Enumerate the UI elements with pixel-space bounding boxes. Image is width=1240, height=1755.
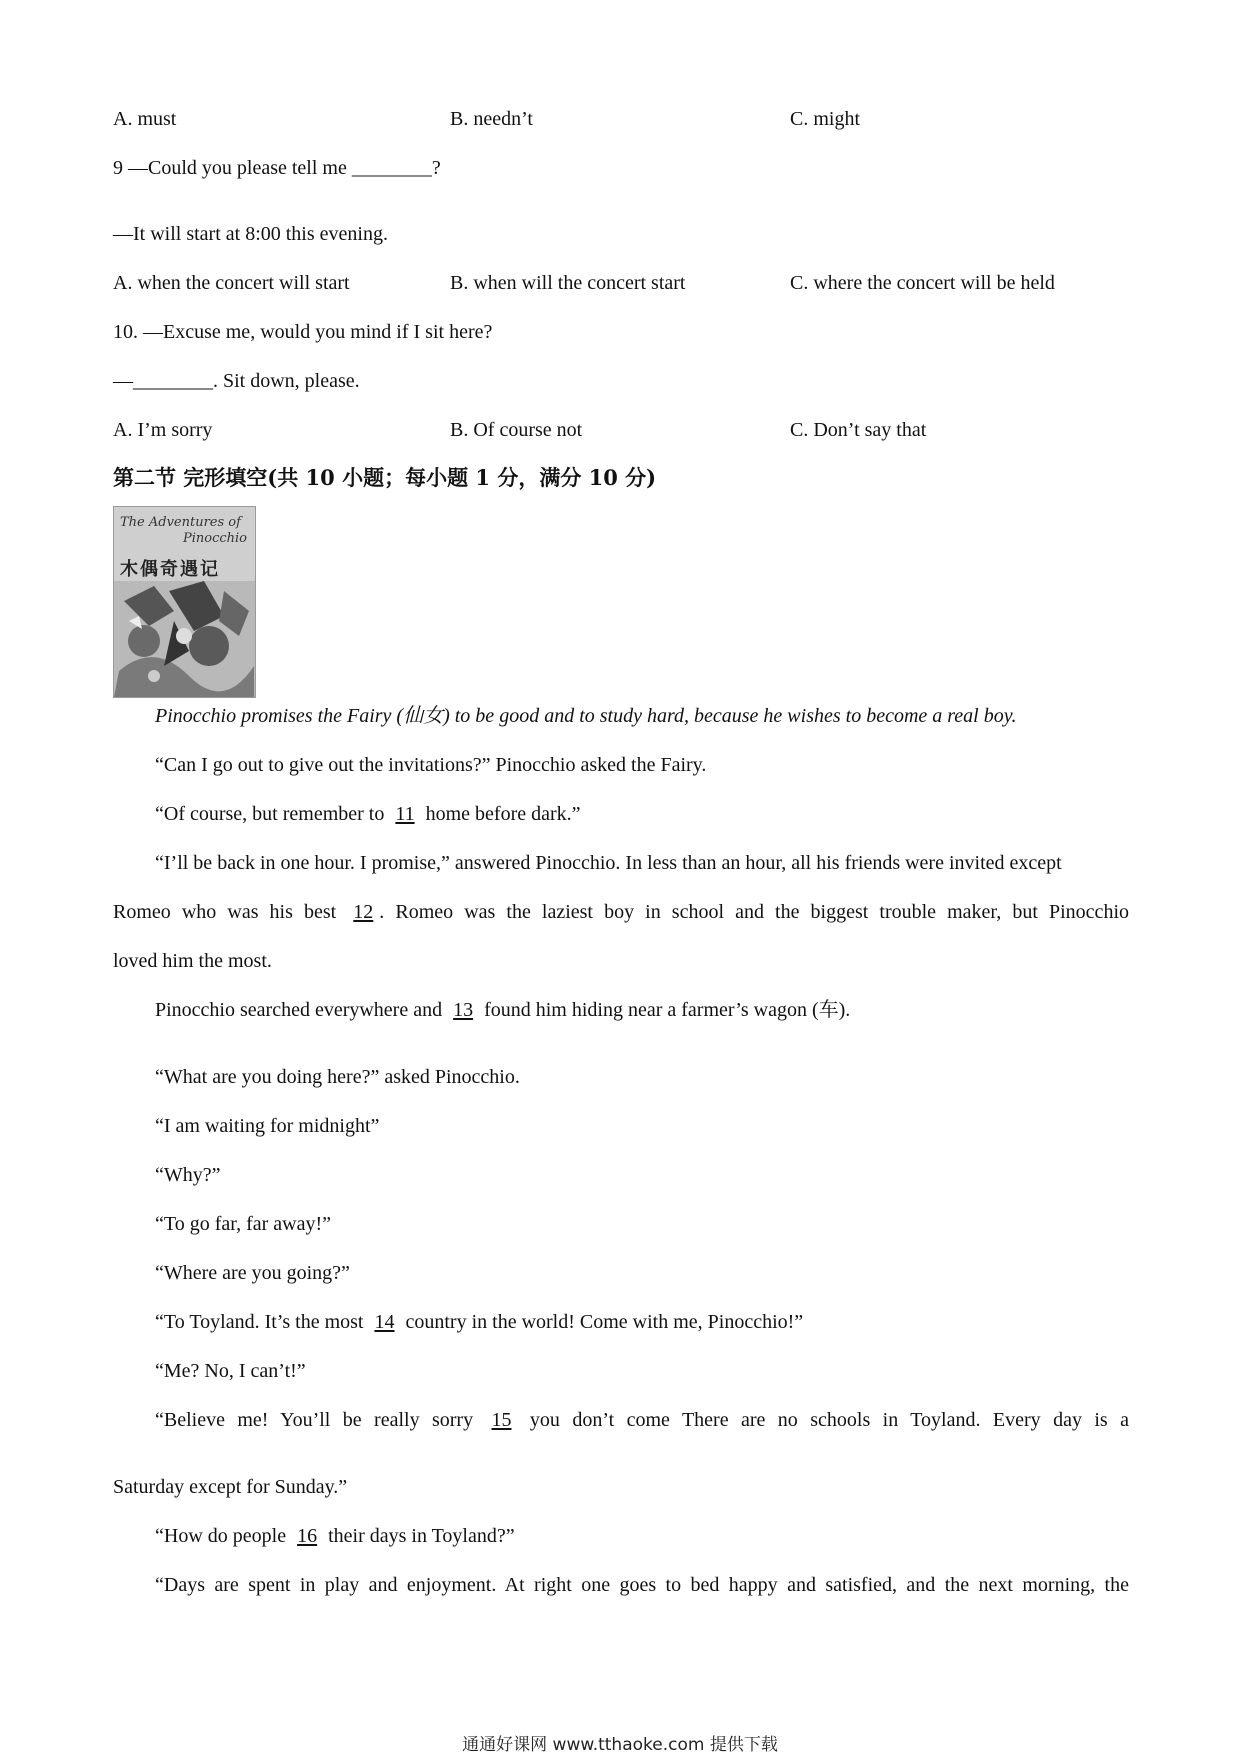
passage-para-10 <box>155 1309 803 1335</box>
passage-para-12-line-2: Saturday except for Sunday.” <box>113 1476 348 1498</box>
q9-question: 9 —Could you please tell me ________? <box>113 157 441 179</box>
blank-14: 14 <box>374 1311 395 1333</box>
passage-para-12-line-1 <box>155 1407 1129 1433</box>
blank-11: 11 <box>395 803 415 825</box>
passage-para-4 <box>155 997 850 1023</box>
cover-illustration <box>114 581 255 697</box>
cover-title-line1: The Adventures of <box>120 515 241 530</box>
q10-option-a: A. I’m sorry <box>113 419 213 441</box>
passage-para-11: “Me? No, I can’t!” <box>155 1360 306 1382</box>
passage-para-6: “I am waiting for midnight” <box>155 1115 380 1137</box>
passage-text: country in the world! Come with me, Pinocchio!” <box>400 1311 804 1333</box>
blank-13: 13 <box>453 999 474 1021</box>
q9-answer: —It will start at 8:00 this evening. <box>113 223 388 245</box>
cover-title-line2: Pinocchio <box>182 531 247 546</box>
q9-option-b: B. when will the concert start <box>450 272 686 294</box>
blank-15: 15 <box>491 1409 512 1431</box>
blank-12: 12 <box>353 901 374 923</box>
q10-answer: —________. Sit down, please. <box>113 370 360 392</box>
q9-option-c: C. where the concert will be held <box>790 272 1055 294</box>
page-footer: 通通好课网 www.tthaoke.com 提供下载 <box>462 1735 778 1755</box>
q8-option-b: B. needn’t <box>450 108 533 130</box>
passage-text: Pinocchio searched everywhere and <box>155 999 448 1021</box>
passage-text: found him hiding near a farmer’s wagon (车). <box>479 999 851 1021</box>
passage-text: “How do people <box>155 1525 292 1547</box>
passage-para-5: “What are you doing here?” asked Pinocchio. <box>155 1066 520 1088</box>
q10-option-c: C. Don’t say that <box>790 419 927 441</box>
passage-para-3-line-2 <box>113 899 1129 925</box>
passage-text: home before dark.” <box>420 803 581 825</box>
passage-para-14: “Days are spent in play and enjoyment. At right one goes to bed happy and satisfied, and the next morning, the <box>155 1574 1129 1596</box>
passage-text: their days in Toyland?” <box>323 1525 515 1547</box>
passage-para-1: “Can I go out to give out the invitations?” Pinocchio asked the Fairy. <box>155 754 707 776</box>
blank-16: 16 <box>297 1525 318 1547</box>
book-cover-image <box>113 506 256 698</box>
passage-text: “Believe me! You’ll be really sorry <box>155 1409 486 1431</box>
passage-para-3-line-3: loved him the most. <box>113 950 272 972</box>
passage-para-7: “Why?” <box>155 1164 221 1186</box>
passage-text: you don’t come There are no schools in Toyland. Every day is a <box>517 1409 1129 1431</box>
passage-text: “To Toyland. It’s the most <box>155 1311 369 1333</box>
passage-para-2 <box>155 801 581 827</box>
passage-text: “Of course, but remember to <box>155 803 390 825</box>
q8-option-c: C. might <box>790 108 861 130</box>
passage-para-8: “To go far, far away!” <box>155 1213 332 1235</box>
passage-intro: Pinocchio promises the Fairy (仙女) to be good and to study hard, because he wishes to become a real boy. <box>155 705 1017 727</box>
cover-title-cn: 木偶奇遇记 <box>120 559 220 580</box>
passage-para-13 <box>155 1523 515 1549</box>
section-heading: 第二节 完形填空(共 10 小题；每小题 1 分，满分 10 分) <box>113 465 657 490</box>
q10-option-b: B. Of course not <box>450 419 583 441</box>
q8-option-a: A. must <box>113 108 177 130</box>
q10-question: 10. —Excuse me, would you mind if I sit here? <box>113 321 493 343</box>
passage-text: . Romeo was the laziest boy in school and the biggest trouble maker, but Pinocchio <box>379 901 1129 923</box>
passage-para-3-line-1: “I’ll be back in one hour. I promise,” answered Pinocchio. In less than an hour, all his friends were invited except <box>155 852 1062 874</box>
q9-option-a: A. when the concert will start <box>113 272 350 294</box>
passage-text: Romeo who was his best <box>113 901 348 923</box>
passage-para-9: “Where are you going?” <box>155 1262 350 1284</box>
